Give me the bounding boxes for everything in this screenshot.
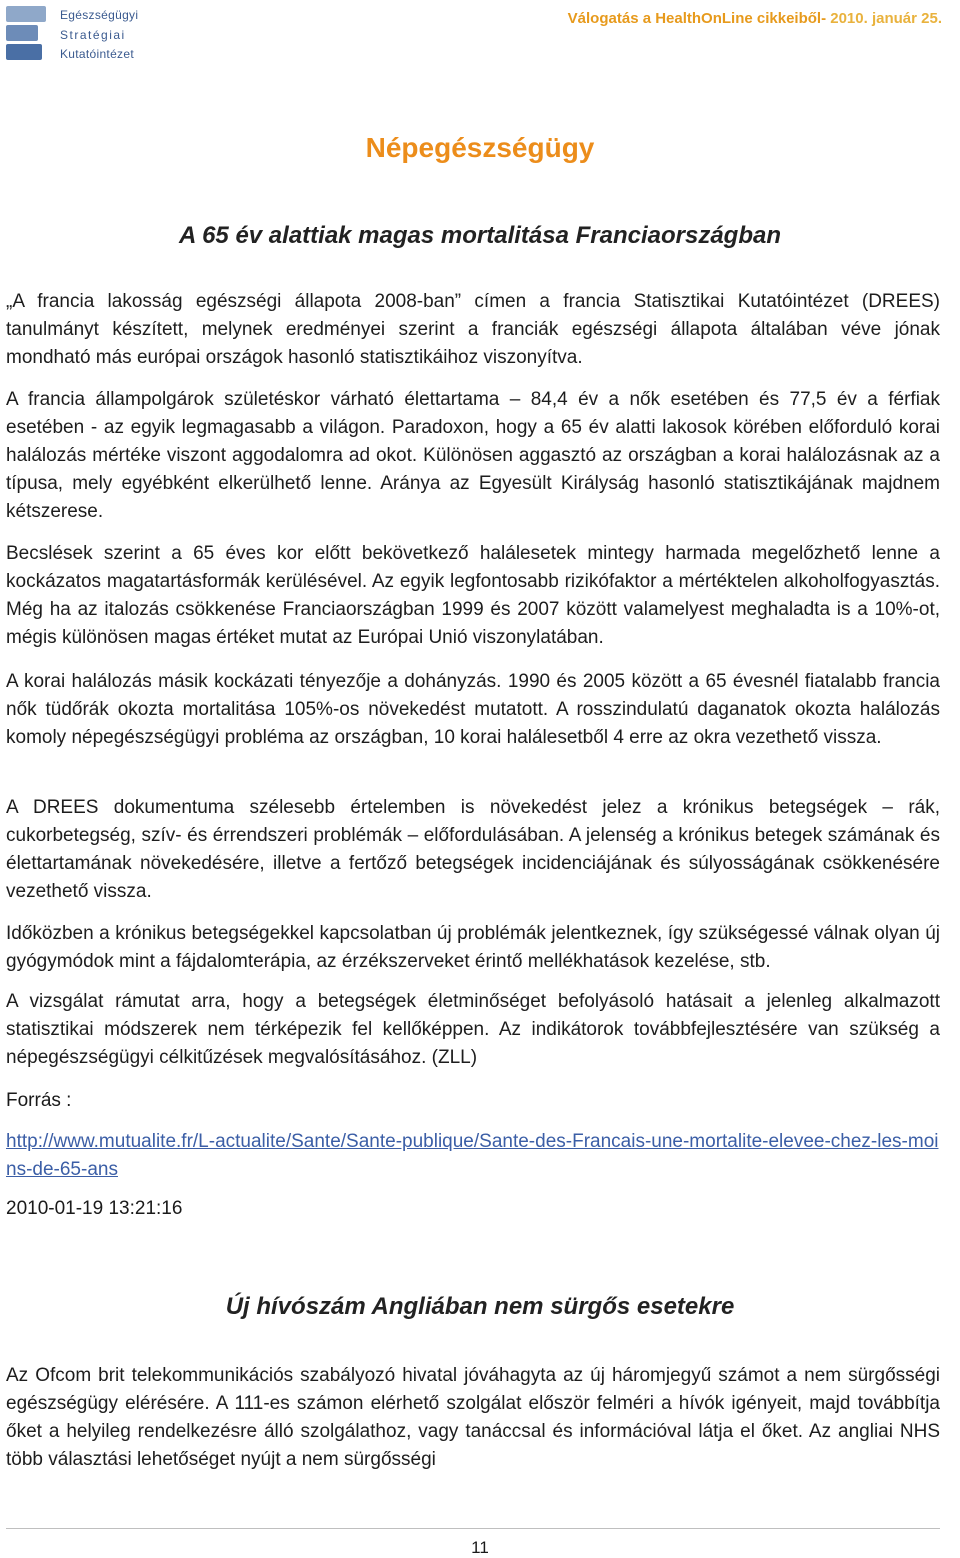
logo-line-1: Egészségügyi: [60, 8, 139, 22]
institute-logo: [6, 4, 156, 64]
page-header: [0, 0, 960, 70]
source-label: Forrás :: [6, 1090, 72, 1111]
article-paragraph-7: A vizsgálat rámutat arra, hogy a betegségek életminőséget befolyásoló hatásait a jelenleg alkalmazott statisztikai módszerek nem térképezik fel kellőképpen. Az indikátorok továbbfejlesztésére van szükség a népegészségügyi célkitűzések megvalósításához. (ZLL): [6, 991, 940, 1068]
footer-divider: [6, 1528, 940, 1529]
article-paragraph-5: A DREES dokumentuma szélesebb értelemben is növekedést jelez a krónikus betegségek – rák, cukorbetegség, szív- és érrendszeri problémák – előfordulásában. A jelenség a krónikus betegek számának és élettartamának növekedésére, illetve a fertőző betegségek incidenciájának és súlyosságának csökkenésére vezethető vissza.: [6, 797, 940, 902]
article-2-paragraph: Az Ofcom brit telekommunikációs szabályozó hivatal jóváhagyta az új háromjegyű számot a nem sürgősségi egészségügy elérésére. A 111-es számon elérhető szolgálat először felméri a hívók igényeit, majd továbbítja őket a helyileg rendelkezésre álló szolgálathoz, vagy tanáccsal és információval látja el őket. Az angliai NHS több választási lehetőséget nyújt a nem sürgősségi: [6, 1365, 940, 1470]
article-paragraph-3: Becslések szerint a 65 éves kor előtt bekövetkező halálesetek mintegy harmada megelőzhető lenne a kockázatos magatartásformák kerülésével. Az egyik legfontosabb rizikófaktor a mértéktelen alkoholfogyasztás. Még ha az italozás csökkenése Franciaországban 1999 és 2007 között valamelyest meghaladta is a 10%-ot, mégis különösen magas értéket mutat az Európai Unió viszonylatában.: [6, 543, 940, 648]
article-title: A 65 év alattiak magas mortalitása Franciaországban: [178, 222, 782, 249]
timestamp: 2010-01-19 13:21:16: [6, 1198, 183, 1219]
header-title-prefix: Válogatás a HealthOnLine cikkeiből-: [567, 10, 827, 27]
header-title: [568, 10, 942, 27]
section-title: Népegészségügy: [365, 132, 595, 163]
article-2-title: Új hívószám Angliában nem sürgős esetekre: [225, 1293, 735, 1320]
logo-line-3: Kutatóintézet: [60, 47, 134, 61]
logo-mark-icon: [6, 6, 52, 60]
logo-line-2: Stratégiai: [60, 28, 126, 42]
article-paragraph-4: A korai halálozás másik kockázati tényezője a dohányzás. 1990 és 2005 között a 65 évesnél fiatalabb francia nők tüdőrák okozta mortalitása 105%-os növekedést mutatott. A rosszindulatú daganatok okozta halálozás komoly népegészségügyi probléma az országban, 10 korai halálesetből 4 erre az okra vezethető vissza.: [6, 671, 940, 748]
source-link[interactable]: http://www.mutualite.fr/L-actualite/Sante/Sante-publique/Sante-des-Francais-une-mortalite-elevee-chez-les-moins-de-65-ans: [6, 1131, 939, 1180]
header-title-date: 2010. január 25.: [830, 10, 942, 27]
article-paragraph-2: A francia állampolgárok születéskor várható élettartama – 84,4 év a nők esetében és 77,5 év a férfiak esetében - az egyik legmagasabb a világon. Paradoxon, hogy a 65 év alatti lakosok körében előforduló korai halálozás mértéke viszont aggodalomra ad okot. Különösen aggasztó az országban a korai halálozásnak az a típusa, mely egyébként elkerülhető lenne. Aránya az Egyesült Királyság hasonló statisztikájának majdnem kétszerese.: [6, 389, 940, 522]
article-paragraph-6: Időközben a krónikus betegségekkel kapcsolatban új problémák jelentkeznek, így szükségessé válnak olyan új gyógymódok mint a fájdalomterápia, az érzékszerveket érintő mellékhatások kezelése, stb.: [6, 923, 940, 972]
article-paragraph-1: „A francia lakosság egészségi állapota 2008-ban” címen a francia Statisztikai Kutatóintézet (DREES) tanulmányt készített, melynek eredményei szerint a franciák egészségi állapota általában véve jónak mondható más európai országok hasonló statisztikáihoz viszonyítva.: [6, 291, 940, 368]
page-number: 11: [471, 1538, 489, 1557]
